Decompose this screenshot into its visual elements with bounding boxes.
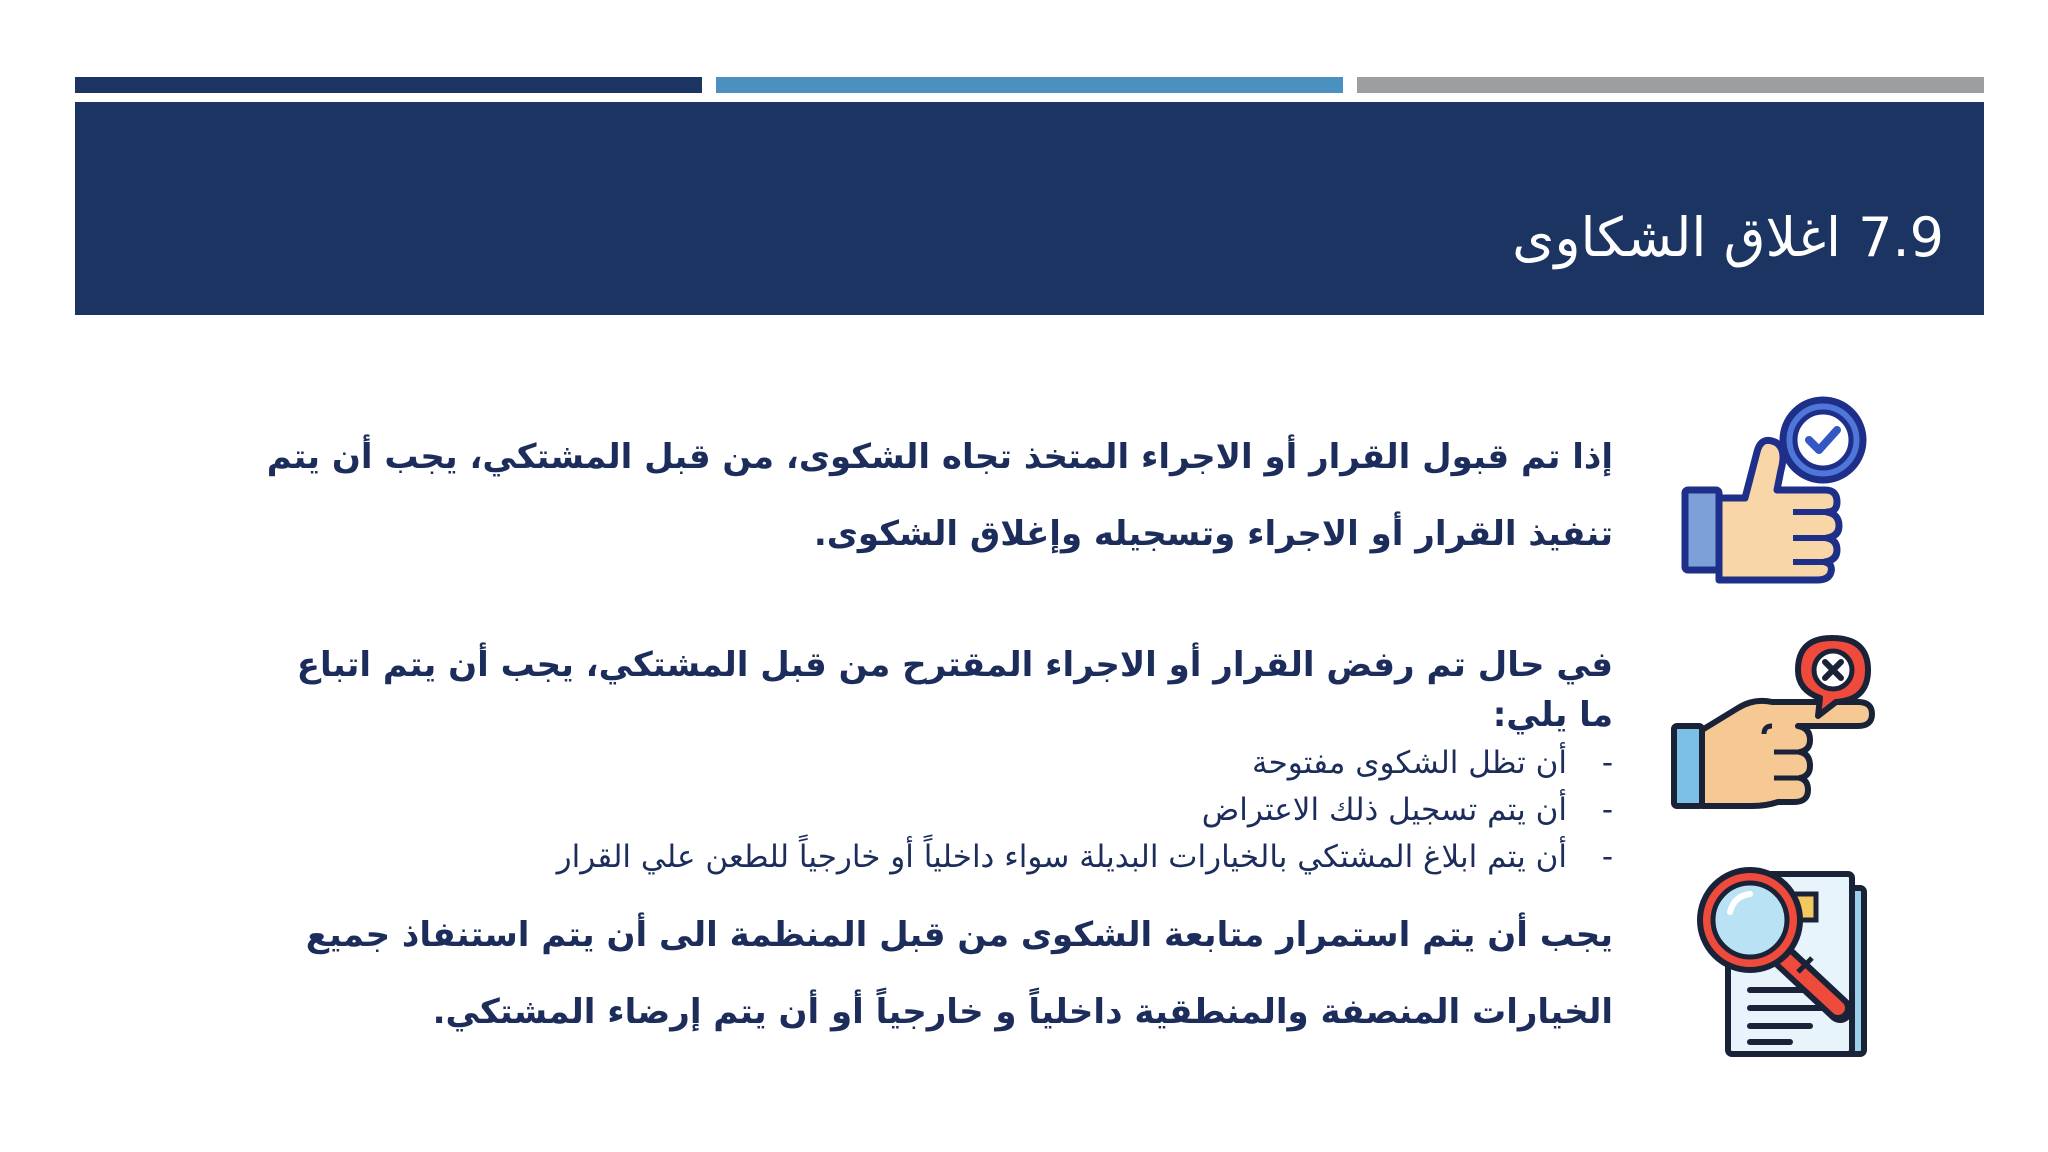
bullet-dash: - xyxy=(1601,745,1613,781)
accepted-decision-block xyxy=(263,419,1613,573)
bullet-dash: - xyxy=(1601,792,1613,828)
rejected-steps-list xyxy=(263,740,1613,881)
list-item-text: أن يتم ابلاغ المشتكي بالخيارات البديلة سواء داخلياً أو خارجياً للطعن علي القرار xyxy=(556,839,1567,875)
rejected-decision-block xyxy=(263,640,1613,881)
header-accent-bar-gray xyxy=(1357,77,1984,93)
pointing-hand-x-icon xyxy=(1668,630,1878,820)
thumbs-up-check-icon xyxy=(1675,390,1875,590)
list-item xyxy=(263,740,1613,787)
follow-up-text: يجب أن يتم استمرار متابعة الشكوى من قبل المنظمة الى أن يتم استنفاذ جميع الخيارات المنصفة والمنطقية داخلياً و خارجياً أو أن يتم إرضاء المشتكي. xyxy=(305,915,1613,1032)
list-item xyxy=(263,787,1613,834)
header-accent-bar-navy xyxy=(75,77,702,93)
follow-up-block xyxy=(263,897,1613,1051)
list-item xyxy=(263,834,1613,881)
accepted-decision-text: إذا تم قبول القرار أو الاجراء المتخذ تجاه الشكوى، من قبل المشتكي، يجب أن يتم تنفيذ القرار أو الاجراء وتسجيله وإغلاق الشكوى. xyxy=(266,437,1613,554)
title-band xyxy=(75,102,1984,315)
list-item-text: أن يتم تسجيل ذلك الاعتراض xyxy=(1201,792,1567,828)
header-accent-bar-blue xyxy=(716,77,1343,93)
rejected-decision-heading: في حال تم رفض القرار أو الاجراء المقترح من قبل المشتكي، يجب أن يتم اتباع ما يلي: xyxy=(296,645,1613,735)
magnifier-document-icon xyxy=(1690,860,1880,1065)
bullet-dash: - xyxy=(1601,839,1613,875)
list-item-text: أن تظل الشكوى مفتوحة xyxy=(1251,745,1567,781)
slide-title: 7.9 اغلاق الشكاوى xyxy=(1512,206,1944,269)
